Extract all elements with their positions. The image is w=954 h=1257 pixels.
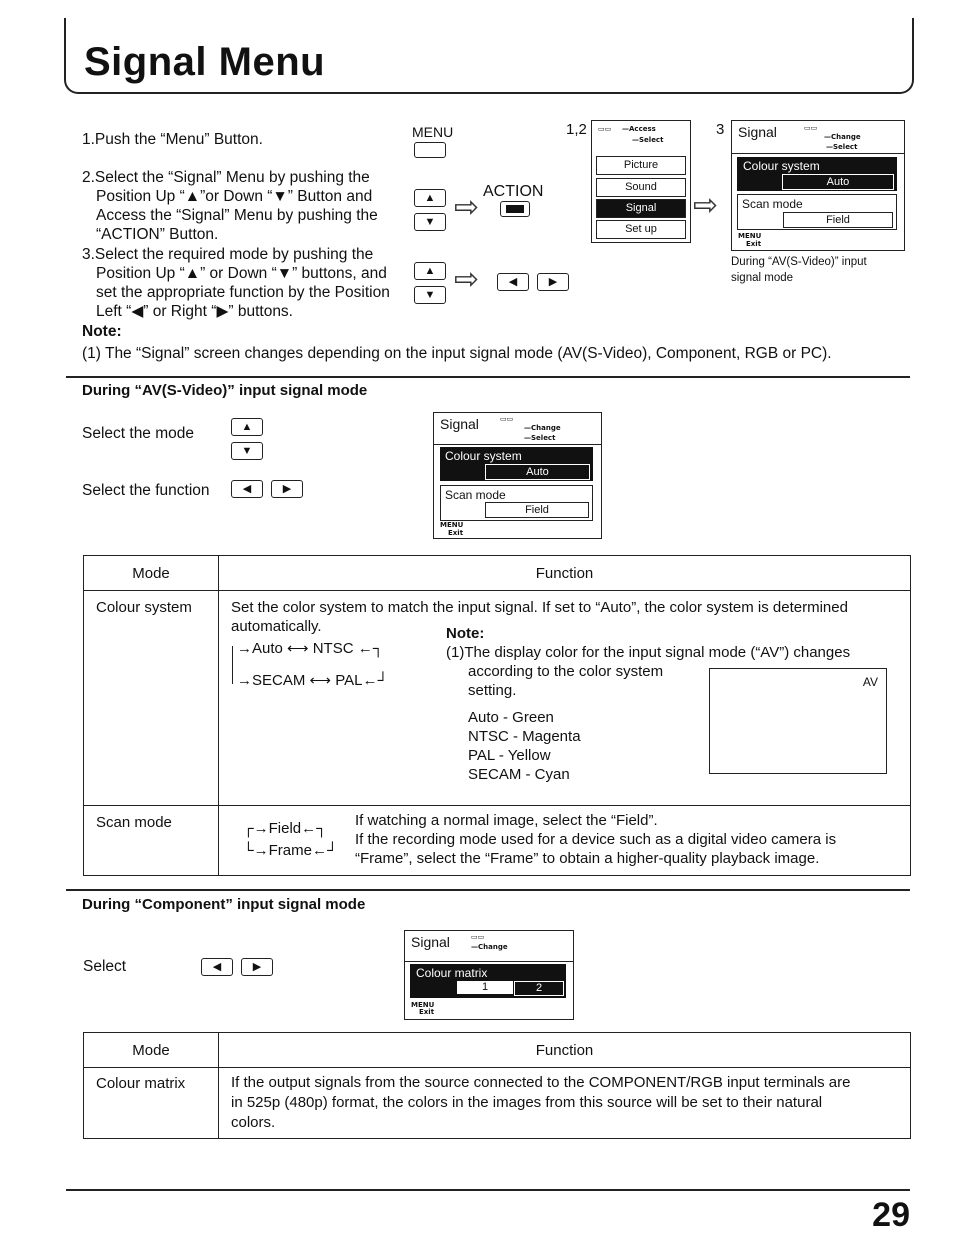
menu-item-sound[interactable]: Sound bbox=[596, 178, 686, 197]
signal-osd-caption-2: signal mode bbox=[731, 272, 794, 284]
divider bbox=[434, 444, 601, 445]
step-3-line-3: set the appropriate function by the Position bbox=[96, 284, 390, 301]
left-arrow-icon: ◀ bbox=[242, 482, 252, 495]
col-mode-header: Mode bbox=[84, 1033, 219, 1068]
note-line-1: (1)The display color for the input signal mode (“AV”) changes bbox=[446, 644, 851, 661]
av-mode-table bbox=[83, 555, 911, 876]
remote-icon: ▭▭ bbox=[598, 125, 612, 133]
colour-system-label: Colour system bbox=[445, 449, 522, 463]
exit-small-label: Exit bbox=[419, 1008, 435, 1016]
component-mode-table bbox=[83, 1032, 911, 1139]
step-label-3: 3 bbox=[716, 121, 725, 138]
exit-small-label: Exit bbox=[448, 529, 464, 537]
scan-mode-value: Field bbox=[485, 502, 589, 518]
scan-mode-option[interactable] bbox=[440, 485, 593, 521]
cycle-field: Field bbox=[268, 820, 302, 837]
right-button[interactable] bbox=[271, 480, 303, 498]
colour-system-option[interactable] bbox=[737, 157, 897, 191]
up-button[interactable] bbox=[414, 189, 446, 207]
color-pal: PAL - Yellow bbox=[468, 747, 551, 764]
colour-matrix-option[interactable] bbox=[410, 964, 566, 998]
left-button[interactable] bbox=[231, 480, 263, 498]
select-mode-label: Select the mode bbox=[82, 425, 195, 442]
cycle-frame: Frame bbox=[268, 842, 312, 859]
scan-mode-desc-3: “Frame”, select the “Frame” to obtain a higher-quality playback image. bbox=[355, 850, 820, 867]
colour-matrix-desc-2: in 525p (480p) format, the colors in the images from this source will be set to their natural bbox=[231, 1094, 823, 1111]
cycle-frame-line bbox=[243, 842, 338, 859]
left-button[interactable] bbox=[201, 958, 233, 976]
exit-small-label: Exit bbox=[746, 240, 762, 248]
menu-small-label: MENU bbox=[738, 232, 762, 240]
right-arrow-icon: ⇨ bbox=[693, 188, 719, 223]
table-row bbox=[84, 1068, 911, 1139]
step-2-line-4: “ACTION” Button. bbox=[96, 226, 219, 243]
col-function-header: Function bbox=[219, 1033, 911, 1068]
action-button-label: ACTION bbox=[483, 183, 544, 200]
note-line-3: setting. bbox=[468, 682, 517, 699]
note-label: Note: bbox=[446, 625, 485, 642]
cycle-field-line bbox=[243, 820, 327, 837]
arrow-icon: ⟷ bbox=[305, 672, 336, 689]
arrow-icon: ←┐ bbox=[353, 640, 384, 657]
cycle-pal: PAL bbox=[335, 672, 363, 689]
menu-button-label: MENU bbox=[412, 124, 454, 140]
table-row bbox=[84, 806, 911, 876]
hint-change: —Change bbox=[471, 943, 508, 951]
scan-mode-desc-2: If the recording mode used for a device such as a digital video camera is bbox=[355, 831, 837, 848]
scan-mode-label: Scan mode bbox=[445, 488, 506, 502]
signal-osd-title: Signal bbox=[738, 124, 777, 140]
action-button[interactable] bbox=[500, 201, 530, 217]
up-arrow-icon: ▲ bbox=[424, 264, 436, 277]
colour-system-desc-2: automatically. bbox=[231, 618, 322, 635]
divider bbox=[405, 961, 573, 962]
right-button[interactable] bbox=[241, 958, 273, 976]
colour-matrix-desc-1: If the output signals from the source connected to the COMPONENT/RGB input terminals are bbox=[231, 1074, 851, 1091]
section-divider bbox=[66, 376, 910, 378]
component-select-label: Select bbox=[83, 958, 127, 975]
cycle-secam-line bbox=[237, 671, 388, 689]
step-1: 1.Push the “Menu” Button. bbox=[82, 131, 263, 148]
right-arrow-icon: ▶ bbox=[282, 482, 292, 495]
row-scan-mode-mode: Scan mode bbox=[84, 806, 219, 876]
menu-item-setup[interactable]: Set up bbox=[596, 220, 686, 239]
menu-button[interactable] bbox=[414, 142, 446, 158]
colour-system-value: Auto bbox=[782, 174, 894, 190]
av-section-heading: During “AV(S-Video)” input signal mode bbox=[82, 382, 368, 399]
component-signal-osd bbox=[404, 930, 574, 1020]
down-arrow-icon: ▼ bbox=[424, 288, 436, 301]
col-mode-header: Mode bbox=[84, 556, 219, 591]
menu-item-picture[interactable]: Picture bbox=[596, 156, 686, 175]
row-colour-system-function bbox=[219, 591, 911, 806]
step-2-line-1: 2.Select the “Signal” Menu by pushing the bbox=[82, 169, 370, 186]
menu-item-signal[interactable]: Signal bbox=[596, 199, 686, 218]
cycle-auto: Auto bbox=[252, 640, 283, 657]
step-3-line-4: Left “◀” or Right “▶” buttons. bbox=[96, 303, 293, 320]
arrow-icon: ←┘ bbox=[362, 672, 389, 689]
colour-matrix-label: Colour matrix bbox=[416, 966, 488, 980]
table-header-row bbox=[84, 556, 911, 591]
arrow-icon: → bbox=[237, 640, 252, 657]
arrow-icon: ←┐ bbox=[301, 820, 327, 837]
main-menu-osd bbox=[591, 120, 691, 243]
arrow-icon: ←┘ bbox=[311, 842, 338, 859]
scan-mode-desc-1: If watching a normal image, select the “Field”. bbox=[355, 812, 658, 829]
hint-select: —Select bbox=[632, 136, 664, 144]
remote-icon: ▭▭ bbox=[804, 124, 818, 132]
menu-small-label: MENU bbox=[440, 521, 464, 529]
section-divider bbox=[66, 889, 910, 891]
action-icon bbox=[506, 205, 524, 213]
row-scan-mode-function bbox=[219, 806, 911, 876]
arrow-icon: ⟷ bbox=[282, 640, 313, 657]
table-header-row bbox=[84, 1033, 911, 1068]
note-text: (1) The “Signal” screen changes depending on the input signal mode (AV(S-Video), Component, RGB or PC). bbox=[82, 345, 832, 362]
arrow-icon: → bbox=[237, 672, 252, 689]
row-colour-matrix-function bbox=[219, 1068, 911, 1139]
down-button[interactable] bbox=[414, 213, 446, 231]
hint-access: —Access bbox=[622, 125, 656, 133]
signal-osd bbox=[731, 120, 905, 251]
colour-system-value: Auto bbox=[485, 464, 590, 480]
arrow-icon: └→ bbox=[243, 842, 269, 859]
footer-divider bbox=[66, 1189, 910, 1191]
signal-osd-title: Signal bbox=[411, 934, 450, 950]
down-button[interactable] bbox=[231, 442, 263, 460]
up-arrow-icon: ▲ bbox=[241, 420, 253, 433]
av-display-box bbox=[709, 668, 887, 774]
signal-osd-title: Signal bbox=[440, 416, 479, 432]
color-secam: SECAM - Cyan bbox=[468, 766, 570, 783]
right-arrow-icon: ▶ bbox=[548, 275, 558, 288]
signal-osd-caption-1: During “AV(S-Video)” input bbox=[731, 256, 867, 268]
step-3-line-1: 3.Select the required mode by pushing the bbox=[82, 246, 374, 263]
right-arrow-icon: ▶ bbox=[252, 960, 262, 973]
step-label-1-2: 1,2 bbox=[566, 121, 587, 138]
scan-mode-option[interactable] bbox=[737, 194, 897, 230]
row-colour-system-mode: Colour system bbox=[84, 591, 219, 806]
hint-change: —Change bbox=[824, 133, 861, 141]
step-2-line-3: Access the “Signal” Menu by pushing the bbox=[96, 207, 378, 224]
cycle-secam: SECAM bbox=[252, 672, 306, 689]
col-function-header: Function bbox=[219, 556, 911, 591]
hint-select: —Select bbox=[826, 143, 858, 151]
left-arrow-icon: ◀ bbox=[508, 275, 518, 288]
cycle-auto-line bbox=[237, 639, 383, 657]
step-2-line-2: Position Up “▲”or Down “▼” Button and bbox=[96, 188, 373, 205]
scan-mode-label: Scan mode bbox=[742, 197, 803, 211]
left-arrow-icon: ◀ bbox=[212, 960, 222, 973]
colour-matrix-option-2[interactable]: 2 bbox=[514, 981, 564, 996]
arrow-icon: ┌→ bbox=[243, 820, 269, 837]
down-button-step3[interactable] bbox=[414, 286, 446, 304]
page-number: 29 bbox=[872, 1196, 910, 1234]
right-button[interactable] bbox=[537, 273, 569, 291]
menu-small-label: MENU bbox=[411, 1001, 435, 1009]
step-3-line-2: Position Up “▲” or Down “▼” buttons, and bbox=[96, 265, 387, 282]
colour-system-option[interactable] bbox=[440, 447, 593, 481]
color-auto: Auto - Green bbox=[468, 709, 554, 726]
right-arrow-icon: ⇨ bbox=[454, 190, 480, 225]
divider bbox=[732, 153, 904, 154]
hint-change: —Change bbox=[524, 424, 561, 432]
down-arrow-icon: ▼ bbox=[424, 215, 436, 228]
remote-icon: ▭▭ bbox=[471, 933, 485, 941]
scan-mode-value: Field bbox=[783, 212, 893, 228]
colour-system-desc-1: Set the color system to match the input signal. If set to “Auto”, the color system is determined bbox=[231, 599, 848, 616]
page-title: Signal Menu bbox=[84, 40, 326, 84]
down-arrow-icon: ▼ bbox=[241, 444, 253, 457]
colour-matrix-desc-3: colors. bbox=[231, 1114, 276, 1131]
table-row bbox=[84, 591, 911, 806]
colour-matrix-option-1[interactable]: 1 bbox=[457, 981, 513, 994]
up-button[interactable] bbox=[231, 418, 263, 436]
remote-icon: ▭▭ bbox=[500, 415, 514, 423]
color-ntsc: NTSC - Magenta bbox=[468, 728, 581, 745]
note-label: Note: bbox=[82, 323, 122, 340]
cycle-ntsc: NTSC bbox=[312, 640, 354, 657]
title-frame bbox=[64, 18, 914, 94]
row-colour-matrix-mode: Colour matrix bbox=[84, 1068, 219, 1139]
hint-select: —Select bbox=[524, 434, 556, 442]
up-arrow-icon: ▲ bbox=[424, 191, 436, 204]
right-arrow-icon: ⇨ bbox=[454, 262, 480, 297]
up-button-step3[interactable] bbox=[414, 262, 446, 280]
note-line-2: according to the color system bbox=[468, 663, 664, 680]
component-section-heading: During “Component” input signal mode bbox=[82, 896, 366, 913]
av-box-label: AV bbox=[862, 675, 878, 689]
select-function-label: Select the function bbox=[82, 482, 210, 499]
colour-system-label: Colour system bbox=[743, 159, 820, 173]
left-button[interactable] bbox=[497, 273, 529, 291]
av-signal-osd bbox=[433, 412, 602, 539]
